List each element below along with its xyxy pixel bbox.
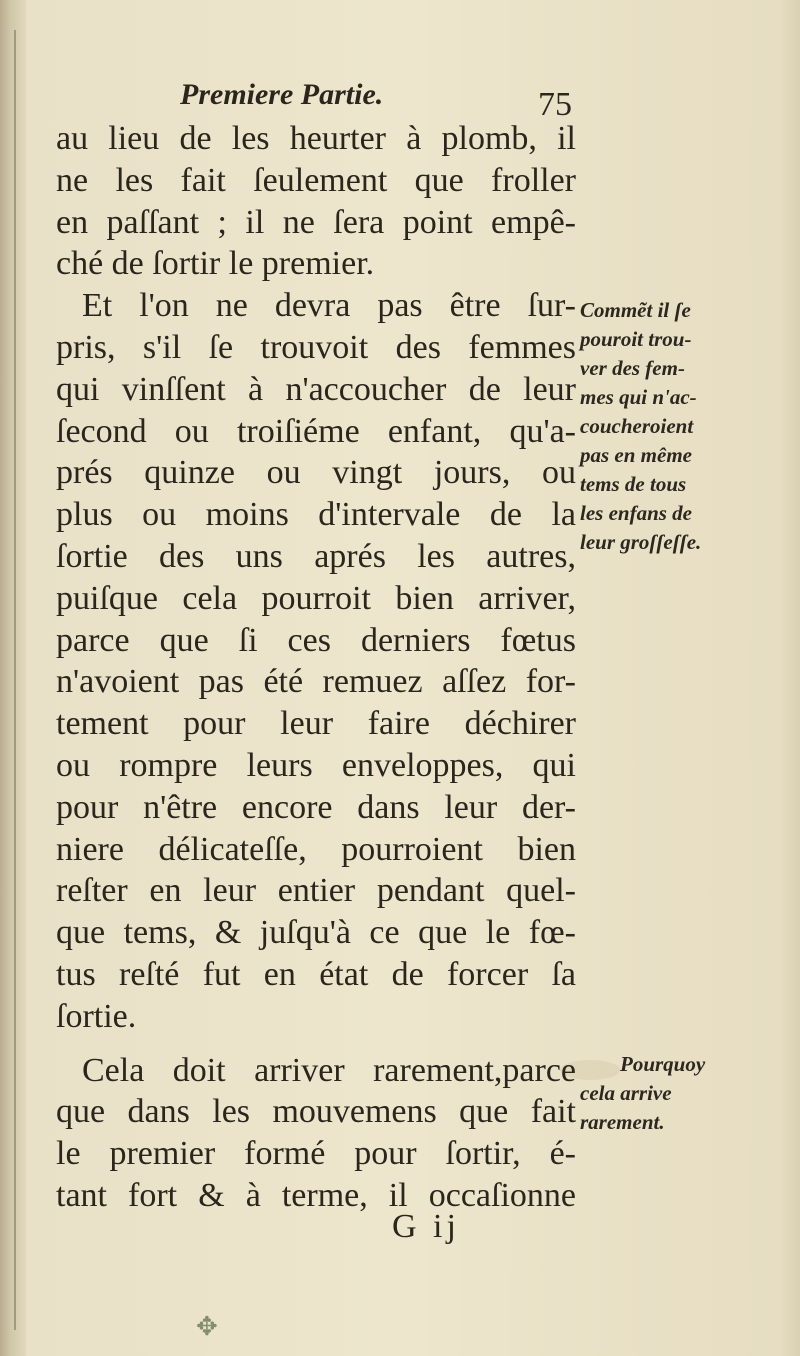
text-line: tant fort & à terme, il occaſionne [56,1176,576,1214]
margin-note-line: rarement. [580,1110,665,1134]
text-line: ſortie. [56,997,137,1035]
margin-note-line: tems de tous [580,472,687,496]
body-text [56,118,576,1217]
text-line: tement pour leur faire déchirer [56,705,576,743]
text-line: qui vinſſent à n'accoucher de leur [56,370,576,408]
library-stamp-icon: ✥ [196,1312,218,1342]
margin-note-line: Commẽt il ſe [580,298,691,322]
margin-note-line: cela arrive [580,1081,672,1105]
margin-note-1 [580,296,765,557]
text-line: reſter en leur entier pendant quel- [56,872,576,910]
text-line: plus ou moins d'intervale de la [56,496,576,534]
text-line: ſortie des uns aprés les autres, [56,537,576,575]
text-line: ſecond ou troiſiéme enfant, qu'a- [56,412,576,450]
text-line: Et l'on ne devra pas être ſur- [82,287,576,325]
running-title: Premiere Partie. [180,78,384,111]
binding-edge [14,30,16,1330]
page-header [180,72,580,123]
text-line: parce que ſi ces derniers fœtus [56,621,576,659]
text-line: ou rompre leurs enveloppes, qui [56,746,576,784]
text-line: en paſſant ; il ne ſera point empê- [56,203,576,241]
text-line: Cela doit arriver rarement,parce [82,1051,576,1089]
page-number: 75 [538,86,572,123]
margin-note-line: leur groſſeſſe. [580,530,702,554]
margin-note-line: ver des fem- [580,356,685,380]
margin-note-line: pouroit trou- [580,327,692,351]
text-line: n'avoient pas été remuez aſſez for- [56,663,576,701]
page-gutter [0,0,26,1356]
signature-mark: G ij [392,1208,460,1245]
margin-note-2 [580,1050,765,1137]
text-line: pour n'être encore dans leur der- [56,788,576,826]
text-line: prés quinze ou vingt jours, ou [56,454,576,492]
margin-note-line: pas en même [580,443,692,467]
text-line: ché de ſortir le premier. [56,245,375,283]
text-line: que tems, & juſqu'à ce que le fœ- [56,914,576,952]
margin-note-line: Pourquoy [620,1052,706,1076]
text-line: pris, s'il ſe trouvoit des femmes [56,328,576,366]
margin-note-line: les enfans de [580,501,692,525]
text-line: le premier formé pour ſortir, é- [56,1135,576,1173]
margin-note-line: mes qui n'ac- [580,385,697,409]
margin-note-line: coucheroient [580,414,694,438]
paragraph-gap [56,1038,576,1050]
text-line: que dans les mouvemens que fait [56,1093,576,1131]
text-line: au lieu de les heurter à plomb, il [56,120,576,157]
text-line: tus reſté fut en état de forcer ſa [56,955,576,993]
text-line: niere délicateſſe, pourroient bien [56,830,576,868]
text-line: ne les fait ſeulement que froller [56,161,576,199]
text-line: puiſque cela pourroit bien arriver, [56,579,576,617]
